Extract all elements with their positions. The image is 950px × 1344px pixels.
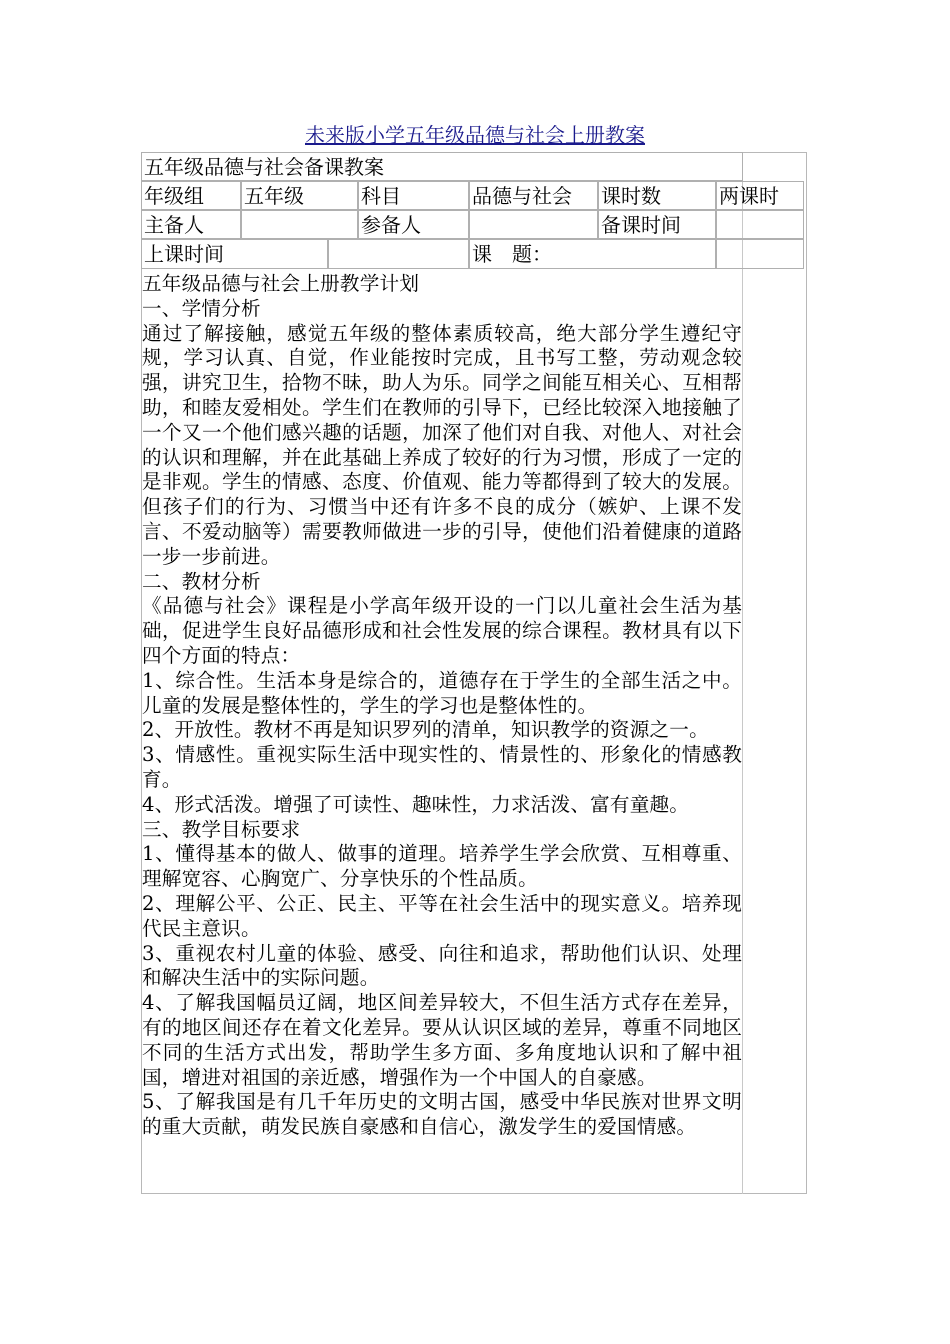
list-item: 2、开放性。教材不再是知识罗列的清单，知识教学的资源之一。 — [142, 718, 709, 742]
list-item: 4、了解我国幅员辽阔，地区间差异较大，不但生活方式存在差异，有的地区间还存在着文化差异。要从认识区域的差异，尊重不同地区不同的生活方式出发，帮助学生多方面、多角度地认识和了解中祖国，增进对祖国的亲近感，增强作为一个中国人的自豪感。 — [142, 991, 742, 1089]
periods-value: 两课时 — [716, 181, 804, 210]
prep-time-value — [716, 210, 804, 239]
class-time-value — [328, 239, 469, 269]
list-item: 1、懂得基本的做人、做事的道理。培养学生学会欣赏、互相尊重、理解宽容、心胸宽广、分享快乐的个性品质。 — [142, 842, 742, 891]
subject-label: 科目 — [358, 181, 469, 210]
lead-preparer-label: 主备人 — [141, 210, 241, 239]
periods-label: 课时数 — [598, 181, 716, 210]
section-heading-2: 二、教材分析 — [142, 569, 261, 593]
co-preparer-value — [469, 210, 598, 239]
co-preparer-label: 参备人 — [358, 210, 469, 239]
page-title[interactable]: 未来版小学五年级品德与社会上册教案 — [305, 123, 645, 147]
list-item: 3、情感性。重视实际生活中现实性的、情景性的、形象化的情感教育。 — [142, 743, 742, 791]
list-item: 5、了解我国是有几千年历史的文明古国，感受中华民族对世界文明的重大贡献，萌发民族自豪感和自信心，激发学生的爱国情感。 — [142, 1090, 742, 1139]
list-item: 3、重视农村儿童的体验、感受、向往和追求，帮助他们认识、处理和解决生活中的实际问题。 — [142, 941, 742, 990]
subject-value: 品德与社会 — [469, 181, 598, 210]
topic-label: 课 题： — [469, 239, 716, 269]
paragraph-student-analysis: 通过了解接触，感觉五年级的整体素质较高，绝大部分学生遵纪守规，学习认真、自觉，作业能按时完成，且书写工整，劳动观念较强，讲究卫生，拾物不昧，助人为乐。同学之间能互相关心、互相帮助，和睦友爱相处。学生们在教师的引导下，已经比较深入地接触了一个又一个他们感兴趣的话题，加深了他们对自我、对他人、对社会的认识和理解，并在此基础上养成了较好的行为习惯，形成了一定的是非观。学生的情感、态度、价值观、能力等都得到了较大的发展。但孩子们的行为、习惯当中还有许多不良的成分（嫉妒、上课不发言、不爱动脑等）需要教师做进一步的引导，使他们沿着健康的道路一步一步前进。 — [142, 321, 742, 568]
plan-content — [142, 272, 742, 1140]
topic-value — [716, 239, 804, 269]
plan-name-cell: 五年级品德与社会备课教案 — [141, 152, 743, 181]
grade-group-value: 五年级 — [241, 181, 358, 210]
plan-heading: 五年级品德与社会上册教学计划 — [142, 272, 420, 295]
grade-group-label: 年级组 — [141, 181, 241, 210]
prep-time-label: 备课时间 — [598, 210, 716, 239]
list-item: 2、理解公平、公正、民主、平等在社会生活中的现实意义。培养现代民主意识。 — [142, 891, 742, 940]
lead-preparer-value — [241, 210, 358, 239]
paragraph-textbook-intro: 《品德与社会》课程是小学高年级开设的一门以儿童社会生活为基础，促进学生良好品德形成和社会性发展的综合课程。教材具有以下四个方面的特点： — [142, 594, 742, 667]
section-heading-1: 一、学情分析 — [142, 296, 261, 320]
column-divider — [742, 152, 743, 1194]
section-heading-3: 三、教学目标要求 — [142, 817, 301, 841]
list-item: 1、综合性。生活本身是综合的，道德存在于学生的全部生活之中。儿童的发展是整体性的，学生的学习也是整体性的。 — [142, 668, 742, 717]
list-item: 4、形式活泼。增强了可读性、趣味性，力求活泼、富有童趣。 — [142, 792, 690, 816]
class-time-label: 上课时间 — [141, 239, 328, 269]
